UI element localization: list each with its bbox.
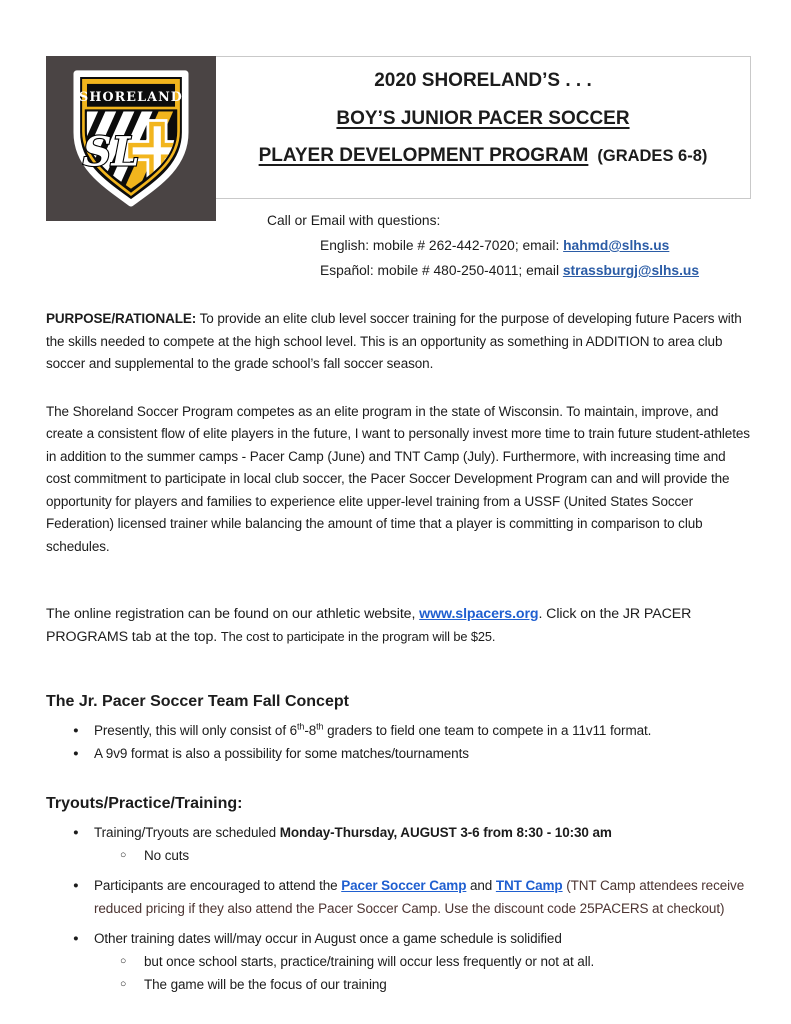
circle-bullet-icon: ○: [120, 849, 127, 861]
tnt-camp-link[interactable]: TNT Camp: [495, 878, 563, 893]
website-link[interactable]: www.slpacers.org: [419, 606, 539, 622]
fall-concept-heading: The Jr. Pacer Soccer Team Fall Concept: [46, 693, 349, 710]
bullet-text: -8: [304, 723, 317, 738]
title-year-line: 2020 SHORELAND’S . . .: [374, 70, 592, 91]
list-item: [46, 927, 766, 950]
header-right-column: [216, 56, 751, 283]
purpose-label: PURPOSE/RATIONALE:: [46, 311, 197, 326]
purpose-text: To provide an elite club level soccer training for the purpose of developing future Pacers with the skills needed to compete at the high school level. This is an opportunity as something in ADDITION to area club soccer and supplemental to the grade school’s fall soccer season.: [46, 311, 742, 371]
bullet-text: Presently, this will only consist of 6: [94, 723, 298, 738]
registration-paragraph: [46, 603, 751, 648]
bullet-icon: ●: [73, 725, 79, 736]
tryouts-heading: Tryouts/Practice/Training:: [46, 795, 243, 812]
bullet-icon: ●: [73, 827, 79, 838]
purpose-paragraph: [46, 308, 751, 376]
schedule-bold-text: Monday-Thursday, AUGUST 3-6 from 8:30 - 10:30 am: [279, 825, 612, 840]
list-subitem: [46, 973, 766, 996]
crest-monogram: SL: [82, 129, 140, 176]
title-development-line: [216, 145, 750, 167]
contact-spanish-line: [267, 258, 751, 283]
registration-post-text: . Click on the JR PACER PROGRAMS tab at the top.: [46, 606, 692, 645]
title-block: [216, 56, 751, 199]
cost-note: The cost to participate in the program will be $25.: [220, 628, 496, 644]
tryouts-sub-no-cuts: No cuts: [144, 848, 190, 863]
tryouts-bullet-3: Other training dates will/may occur in August once a game schedule is solidified: [94, 931, 562, 946]
contact-intro: Call or Email with questions:: [267, 213, 441, 228]
bullet-icon: ●: [73, 933, 79, 944]
tryouts-list: [46, 821, 751, 996]
contact-english-text: English: mobile # 262-442-7020; email:: [320, 238, 564, 253]
title-development-text: PLAYER DEVELOPMENT PROGRAM: [258, 145, 589, 166]
email-link-english[interactable]: hahmd@slhs.us: [563, 238, 670, 253]
list-subitem: [46, 950, 766, 973]
shield-icon: [64, 66, 198, 212]
contact-spanish-text: Español: mobile # 480-250-4011; email: [320, 263, 563, 278]
title-grades-suffix: (GRADES 6-8): [597, 147, 708, 165]
tryouts-sub-school: but once school starts, practice/training will occur less frequently or not at all.: [144, 954, 595, 969]
header-row: [46, 56, 751, 283]
bullet-icon: ●: [73, 880, 79, 891]
tryouts-bullet-2: [94, 874, 766, 920]
contact-block: [216, 199, 751, 283]
list-item: [46, 821, 766, 844]
crest-band-text: SHORELAND: [79, 88, 183, 104]
bullet-text: Training/Tryouts are scheduled: [94, 825, 280, 840]
list-item: [46, 874, 766, 920]
bullet-text: and: [466, 878, 496, 893]
fall-concept-bullet-2: A 9v9 format is also a possibility for some matches/tournaments: [94, 746, 469, 761]
fall-concept-bullet-1: [94, 719, 766, 742]
ordinal-superscript: th: [297, 721, 305, 732]
circle-bullet-icon: ○: [120, 955, 127, 967]
bullet-text: Participants are encouraged to attend the: [94, 878, 342, 893]
list-subitem: [46, 844, 766, 867]
camp-discount-note: (TNT Camp attendees receive reduced pricing if they also attend the Pacer Soccer Camp. Use the discount code 25PACERS at checkout): [94, 878, 745, 916]
title-program-text: BOY’S JUNIOR PACER SOCCER: [336, 108, 630, 129]
email-link-spanish[interactable]: strassburgj@slhs.us: [562, 263, 700, 278]
fall-concept-list: [46, 719, 751, 765]
program-paragraph: The Shoreland Soccer Program competes as an elite program in the state of Wisconsin. To maintain, improve, and create a consistent flow of elite players in the future, I want to personally invest more time to train future student-athletes in addition to the summer camps - Pacer Camp (June) and TNT Camp (July). Furthermore, with increasing time and cost commitment to participate in local club soccer, the Pacer Soccer Development Program can and will provide the opportunity for players and families to experience elite upper-level training from a USSF (United States Soccer Federation) licensed trainer while balancing the amount of time that a player is committing in comparison to club schedules.: [46, 403, 750, 554]
tryouts-bullet-1: [94, 821, 766, 844]
registration-pre-text: The online registration can be found on our athletic website,: [46, 606, 420, 622]
title-program-line: [216, 108, 750, 130]
bullet-text: graders to field one team to compete in a 11v11 format.: [323, 723, 652, 738]
pacer-camp-link[interactable]: Pacer Soccer Camp: [341, 878, 467, 893]
circle-bullet-icon: ○: [120, 978, 127, 990]
list-item: [46, 742, 766, 765]
tryouts-sub-game-focus: The game will be the focus of our training: [144, 977, 387, 992]
list-item: [46, 719, 766, 742]
contact-english-line: [267, 233, 751, 258]
bullet-icon: ●: [73, 748, 79, 759]
ordinal-superscript: th: [316, 721, 324, 732]
shoreland-crest-logo: [46, 56, 216, 221]
